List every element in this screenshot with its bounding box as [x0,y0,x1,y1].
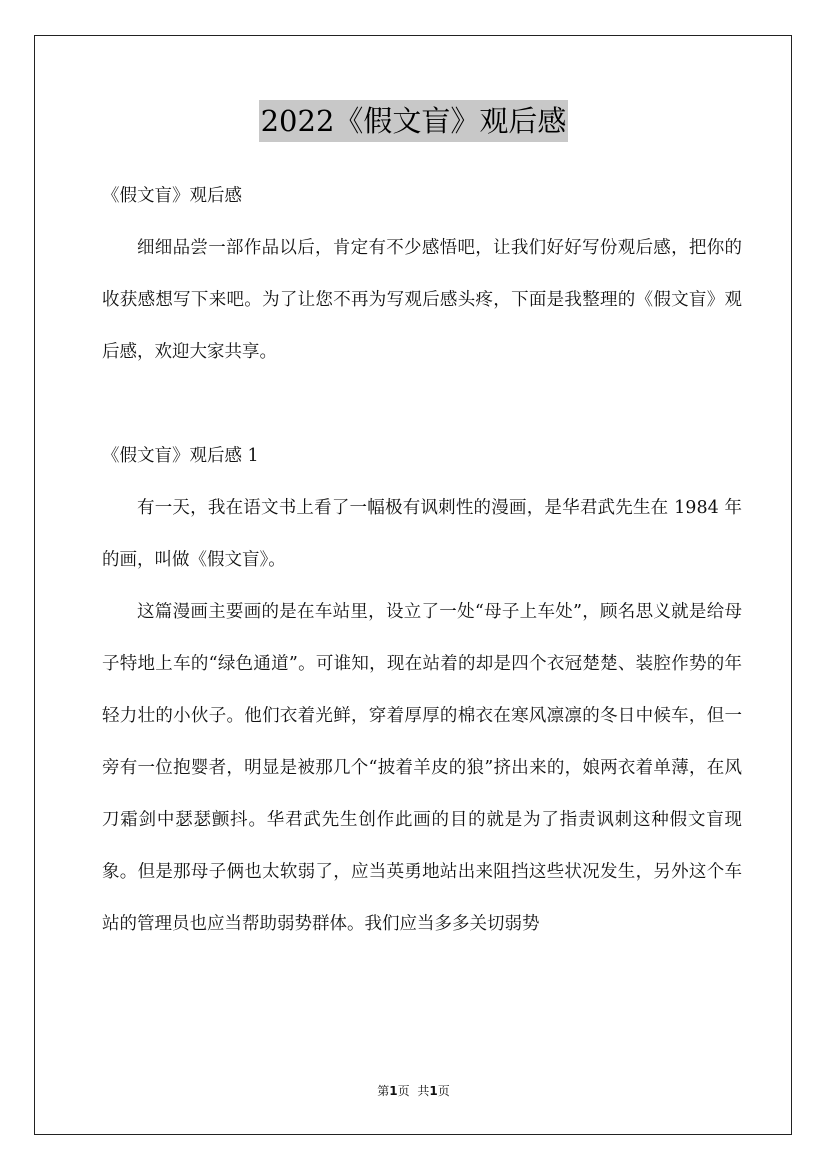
document-body [102,170,742,950]
page-prefix: 第 [377,1084,390,1098]
document-title: 2022《假文盲》观后感 [259,100,569,142]
page-footer [0,1082,827,1099]
page-total: 1 [429,1084,438,1098]
intro-paragraph: 细细品尝一部作品以后，肯定有不少感悟吧，让我们好好写份观后感，把你的收获感想写下来吧。为了让您不再为写观后感头疼，下面是我整理的《假文盲》观后感，欢迎大家共享。 [102,238,742,362]
spacer [102,378,742,430]
page-suffix: 页 [397,1084,410,1098]
section-heading: 《假文盲》观后感 1 [102,446,259,466]
body-paragraph-2: 这篇漫画主要画的是在车站里，设立了一处“母子上车处”，顾名思义就是给母子特地上车的“绿色通道”。可谁知，现在站着的却是四个衣冠楚楚、装腔作势的年轻力壮的小伙子。他们衣着光鲜，穿着厚厚的棉衣在寒风凛凛的冬日中候车，但一旁有一位抱婴者，明显是被那几个“披着羊皮的狼”挤出来的，娘两衣着单薄，在风刀霜剑中瑟瑟颤抖。华君武先生创作此画的目的就是为了指责讽刺这种假文盲现象。但是那母子俩也太软弱了，应当英勇地站出来阻挡这些状况发生，另外这个车站的管理员也应当帮助弱势群体。我们应当多多关切弱势 [102,602,742,934]
title-container [0,100,827,142]
total-prefix: 共 [417,1084,430,1098]
document-subtitle: 《假文盲》观后感 [102,186,242,206]
page-current: 1 [389,1084,398,1098]
total-suffix: 页 [437,1084,450,1098]
body-paragraph-1: 有一天，我在语文书上看了一幅极有讽刺性的漫画，是华君武先生在 1984 年的画，叫做《假文盲》。 [102,498,742,570]
